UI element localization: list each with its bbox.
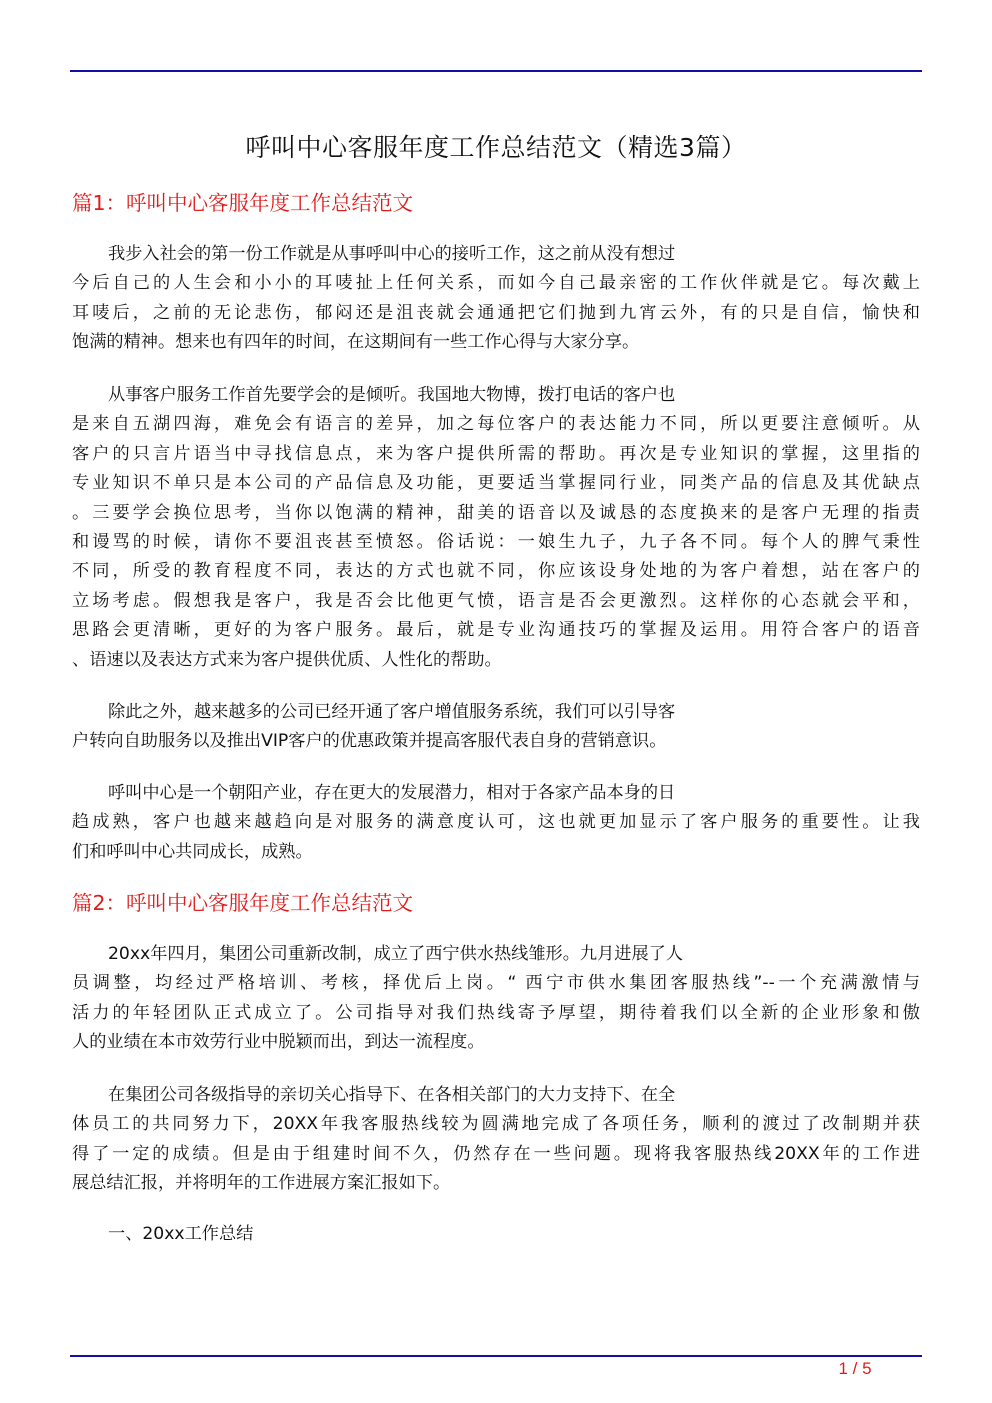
- paragraph-line: 从事客户服务工作首先要学会的是倾听。我国地大物博，拨打电话的客户也: [108, 385, 676, 405]
- section-heading-2: 篇2：呼叫中心客服年度工作总结范文: [72, 891, 414, 915]
- paragraph: [72, 698, 920, 757]
- paragraph-line: 专业知识不单只是本公司的产品信息及功能，更要适当掌握同行业，同类产品的信息及其优缺点: [72, 473, 920, 494]
- paragraph-line: 、语速以及表达方式来为客户提供优质、人性化的帮助。: [72, 649, 502, 670]
- footer-rule: [70, 1355, 922, 1357]
- page-number: 1 / 5: [838, 1359, 872, 1378]
- paragraph-line: 。三要学会换位思考，当你以饱满的精神，甜美的语音以及诚恳的态度换来的是客户无理的指责: [72, 502, 920, 523]
- paragraph-line: 们和呼叫中心共同成长，成熟。: [72, 841, 313, 862]
- paragraph-line: 体员工的共同努力下，20XX年我客服热线较为圆满地完成了各项任务，顺利的渡过了改制期并获: [72, 1114, 920, 1135]
- header-rule: [70, 70, 922, 72]
- paragraph-line: 展总结汇报，并将明年的工作进展方案汇报如下。: [72, 1173, 451, 1194]
- paragraph-line: 呼叫中心是一个朝阳产业，存在更大的发展潜力，相对于各家产品本身的日: [108, 783, 676, 803]
- paragraph-line: 活力的年轻团队正式成立了。公司指导对我们热线寄予厚望，期待着我们以全新的企业形象和傲: [72, 1002, 920, 1023]
- paragraph: [72, 1081, 920, 1199]
- paragraph-line: 和谩骂的时候，请你不要沮丧甚至愤怒。俗话说：一娘生九子，九子各不同。每个人的脾气秉性: [72, 532, 920, 553]
- paragraph-line: 饱满的精神。想来也有四年的时间，在这期间有一些工作心得与大家分享。: [72, 332, 640, 353]
- paragraph-line: 20xx年四月，集团公司重新改制，成立了西宁供水热线雏形。九月进展了人: [108, 944, 684, 964]
- paragraph-line: 户转向自助服务以及推出VIP客户的优惠政策并提高客服代表自身的营销意识。: [72, 731, 667, 752]
- paragraph: [72, 940, 920, 1058]
- paragraph-line: 今后自己的人生会和小小的耳唛扯上任何关系，而如今自己最亲密的工作伙伴就是它。每次戴上: [72, 273, 920, 294]
- paragraph: [72, 779, 920, 867]
- paragraph: [72, 240, 920, 358]
- paragraph-line: 思路会更清晰，更好的为客户服务。最后，就是专业沟通技巧的掌握及运用。用符合客户的语音: [72, 620, 920, 641]
- paragraph-line: 得了一定的成绩。但是由于组建时间不久，仍然存在一些问题。现将我客服热线20XX年的工作进: [72, 1143, 920, 1164]
- paragraph-line: 是来自五湖四海，难免会有语言的差异，加之每位客户的表达能力不同，所以更要注意倾听。从: [72, 414, 920, 435]
- paragraph-line: 人的业绩在本市效劳行业中脱颖而出，到达一流程度。: [72, 1032, 485, 1053]
- paragraph-line: 我步入社会的第一份工作就是从事呼叫中心的接听工作，这之前从没有想过: [108, 244, 676, 264]
- paragraph-line: 立场考虑。假想我是客户，我是否会比他更气愤，语言是否会更激烈。这样你的心态就会平和，: [72, 590, 920, 611]
- paragraph-line: 趋成熟，客户也越来越趋向是对服务的满意度认可，这也就更加显示了客户服务的重要性。让我: [72, 812, 920, 833]
- paragraph-line: 客户的只言片语当中寻找信息点，来为客户提供所需的帮助。再次是专业知识的掌握，这里指的: [72, 443, 920, 464]
- paragraph-line: 不同，所受的教育程度不同，表达的方式也就不同，你应该设身处地的为客户着想，站在客户的: [72, 561, 920, 582]
- paragraph-line: 耳唛后，之前的无论悲伤，郁闷还是沮丧就会通通把它们抛到九宵云外，有的只是自信，愉快和: [72, 302, 920, 323]
- paragraph-line: 除此之外，越来越多的公司已经开通了客户增值服务系统，我们可以引导客: [108, 702, 676, 722]
- paragraph-line: 员调整，均经过严格培训、考核，择优后上岗。“ 西宁市供水集团客服热线”--一个充满激情与: [72, 973, 920, 994]
- section-heading-1: 篇1：呼叫中心客服年度工作总结范文: [72, 191, 414, 215]
- paragraph: [72, 381, 920, 675]
- paragraph-line: 在集团公司各级指导的亲切关心指导下、在各相关部门的大力支持下、在全: [108, 1085, 676, 1105]
- document-title: 呼叫中心客服年度工作总结范文（精选3篇）: [245, 133, 747, 162]
- paragraph-line: 一、20xx工作总结: [108, 1224, 254, 1244]
- paragraph: [72, 1220, 920, 1249]
